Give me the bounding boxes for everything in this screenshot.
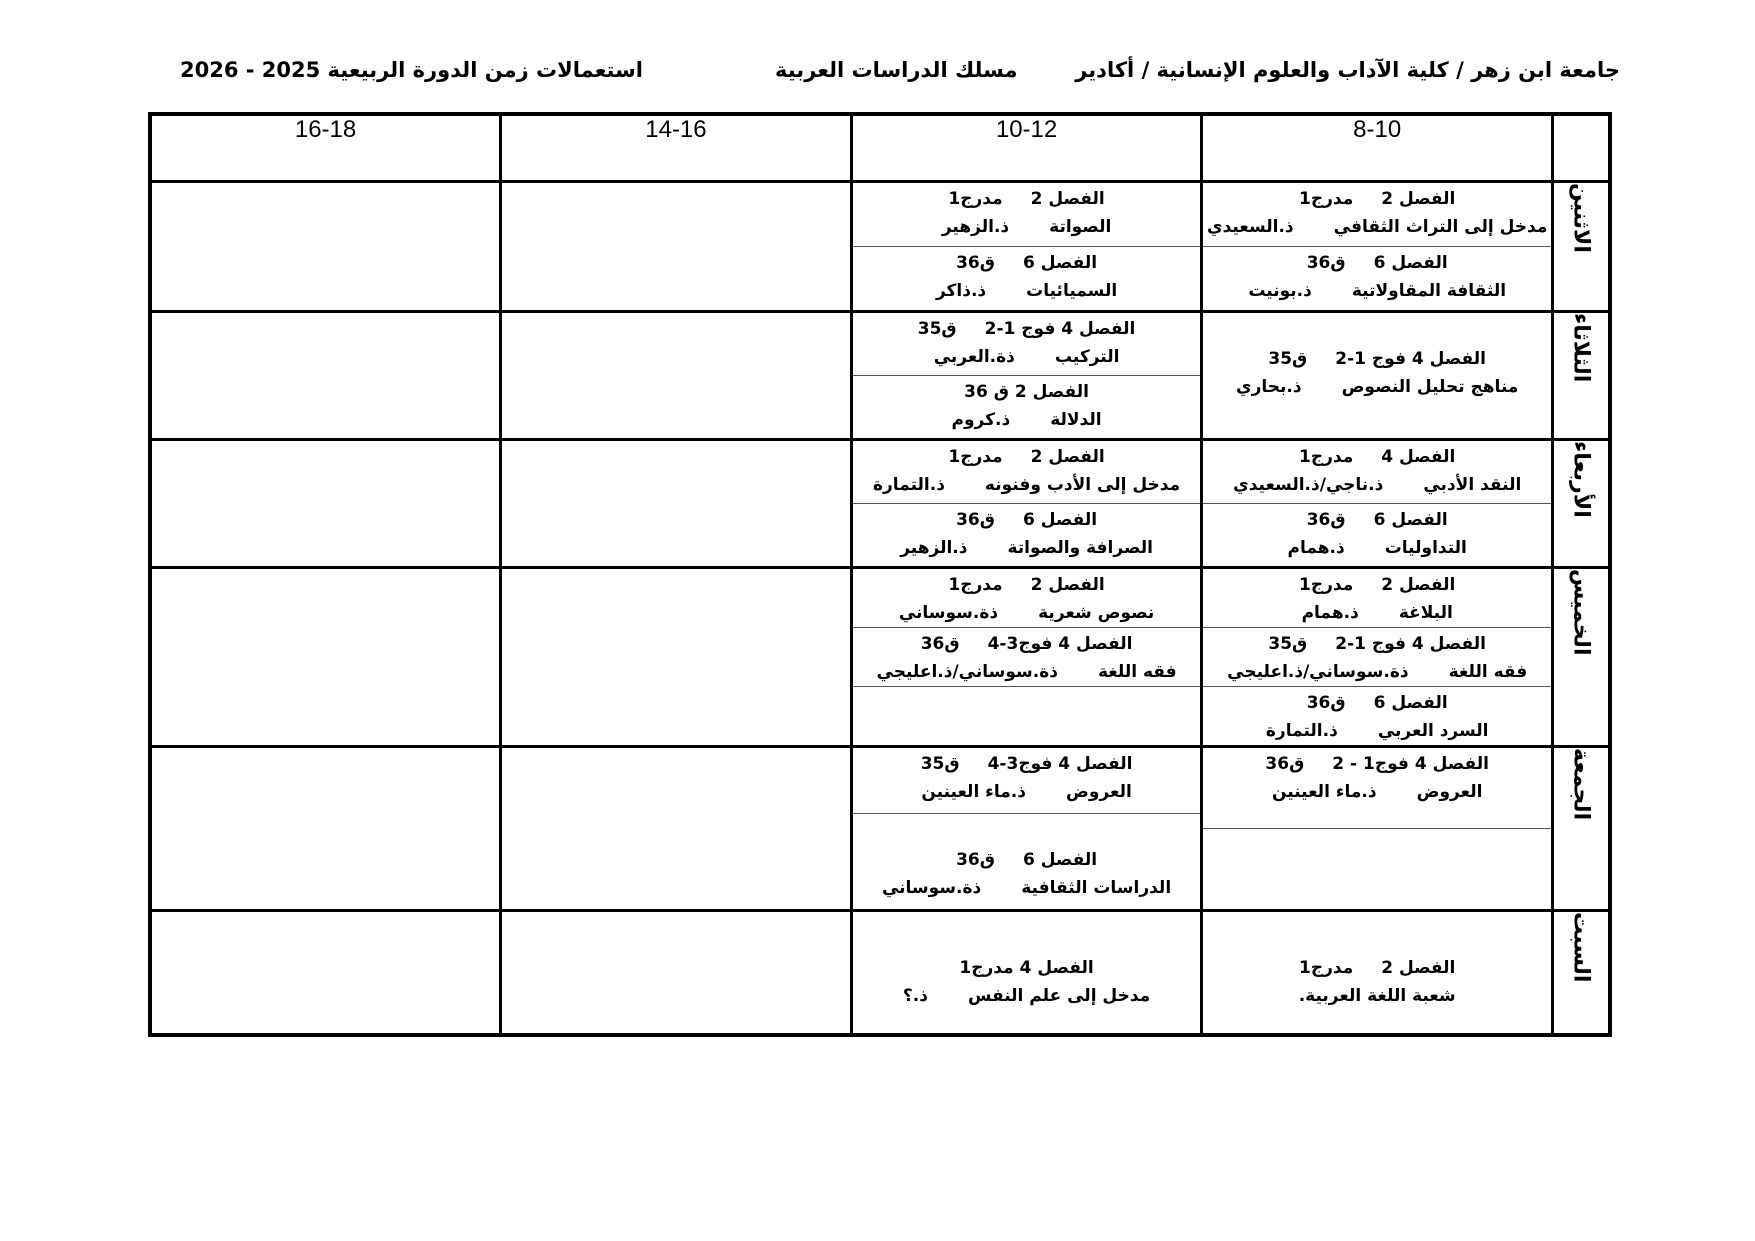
course-name: التركيب <box>1054 347 1120 367</box>
course-meta-item: الفصل 2 <box>1030 575 1105 595</box>
course-entry <box>853 247 1201 310</box>
course-info <box>1213 281 1541 301</box>
cell-entries <box>1203 441 1551 566</box>
course-meta-item: ق36 <box>1265 754 1305 774</box>
schedule-cell <box>1202 747 1553 911</box>
course-teacher: ذ.بونيت <box>1248 281 1312 301</box>
course-meta-item: الفصل 4 فوج 1-2 <box>1335 349 1487 369</box>
course-meta <box>1213 754 1541 774</box>
course-teacher: ذ.التمارة <box>872 475 945 495</box>
course-entry <box>853 748 1201 814</box>
course-teacher: ذ.همام <box>1287 538 1345 558</box>
course-meta <box>1213 575 1541 595</box>
course-entry <box>853 912 1201 1033</box>
course-teacher: ذ.ماء العينين <box>921 782 1026 802</box>
day-row <box>150 911 1610 1035</box>
course-info <box>1213 475 1541 495</box>
page-header <box>150 58 1620 94</box>
course-teacher: ذة.سوساني <box>881 878 982 898</box>
course-meta <box>863 447 1191 467</box>
course-teacher: ذ.ماء العينين <box>1271 782 1377 802</box>
course-meta-item: ق36 <box>1306 510 1346 530</box>
course-meta <box>863 510 1191 530</box>
course-meta-item: الفصل 6 <box>1373 253 1448 273</box>
course-entry <box>1203 504 1551 566</box>
course-meta <box>863 253 1191 273</box>
course-name: التداوليات <box>1384 538 1467 558</box>
course-meta <box>863 319 1191 339</box>
course-entry <box>853 814 1201 909</box>
day-label: الخميس <box>1568 569 1594 656</box>
department-title: مسلك الدراسات العربية <box>775 58 1018 82</box>
course-info <box>1213 538 1541 558</box>
course-info <box>1207 217 1548 237</box>
cell-entries <box>853 441 1201 566</box>
course-info <box>1213 377 1541 397</box>
course-meta <box>863 575 1191 595</box>
course-meta-item: الفصل 4 فوج1 - 2 <box>1332 754 1489 774</box>
schedule-cell <box>150 440 501 568</box>
course-meta-item: ق36 <box>956 253 995 273</box>
course-meta-item: ق36 <box>1306 253 1346 273</box>
day-cell <box>1553 440 1611 568</box>
course-name: العروض <box>1065 782 1132 802</box>
cell-entries <box>1203 183 1551 310</box>
course-name: الدراسات الثقافية <box>1021 878 1172 898</box>
day-row <box>150 747 1610 911</box>
course-info <box>863 281 1191 301</box>
course-meta-item: مدرج1 <box>1299 189 1354 209</box>
course-meta-item: الفصل 2 <box>1381 575 1456 595</box>
course-meta-item: الفصل 6 <box>1373 510 1448 530</box>
course-entry <box>1203 829 1551 909</box>
schedule-cell <box>150 911 501 1035</box>
course-name: مدخل إلى الأدب وفنونه <box>984 475 1181 495</box>
day-label: الأربعاء <box>1568 441 1594 518</box>
course-meta-item: الفصل 4 فوج3-4 <box>987 754 1133 774</box>
course-entry <box>1203 912 1551 1033</box>
course-teacher: ذة.العربي <box>933 347 1015 367</box>
course-info <box>863 662 1191 682</box>
course-entry <box>853 569 1201 628</box>
course-teacher: ذ.الزهير <box>941 217 1010 237</box>
slot-header: 10-12 <box>851 114 1202 182</box>
cell-entries <box>1203 313 1551 438</box>
course-name: مدخل إلى علم النفس <box>967 986 1151 1006</box>
course-meta <box>1213 189 1541 209</box>
course-meta <box>863 634 1191 654</box>
course-info <box>863 538 1191 558</box>
course-meta <box>863 754 1191 774</box>
course-info <box>863 782 1191 802</box>
course-entry <box>1203 183 1551 247</box>
course-info <box>1213 662 1541 682</box>
course-meta-item: الفصل 4 فوج 1-2 <box>1335 634 1487 654</box>
course-meta <box>863 382 1191 402</box>
course-info <box>1213 986 1541 1006</box>
course-meta-item: ق36 <box>956 510 995 530</box>
schedule-cell <box>501 182 852 312</box>
course-teacher: ذ.بحاري <box>1235 377 1302 397</box>
schedule-cell <box>851 568 1202 747</box>
schedule-cell <box>851 312 1202 440</box>
course-info <box>863 986 1191 1006</box>
course-meta <box>1213 693 1541 713</box>
course-meta-item: الفصل 6 <box>1022 253 1098 273</box>
course-name: الصواتة <box>1049 217 1112 237</box>
course-meta-item: مدرج1 <box>948 575 1003 595</box>
schedule-cell <box>1202 312 1553 440</box>
course-entry <box>1203 441 1551 504</box>
cell-entries <box>1203 569 1551 745</box>
course-info <box>863 603 1191 623</box>
course-entry <box>853 441 1201 504</box>
course-meta-item: ق36 <box>920 634 960 654</box>
day-label: الجمعة <box>1568 748 1594 821</box>
day-row <box>150 440 1610 568</box>
course-info <box>1213 603 1541 623</box>
course-name: الدلالة <box>1050 410 1102 430</box>
course-meta-item: الفصل 4 فوج3-4 <box>987 634 1133 654</box>
course-name: نصوص شعرية <box>1038 603 1155 623</box>
course-name: فقه اللغة <box>1448 662 1528 682</box>
course-teacher: ذ.ذاكر <box>935 281 987 301</box>
course-meta-item: ق35 <box>917 319 957 339</box>
course-entry <box>853 376 1201 438</box>
day-cell <box>1553 312 1611 440</box>
cell-entries <box>853 569 1201 745</box>
course-meta <box>863 189 1191 209</box>
course-entry <box>853 504 1201 566</box>
course-info <box>1213 782 1541 802</box>
timetable-header-row <box>150 114 1610 182</box>
course-teacher: ذ.كروم <box>951 410 1011 430</box>
schedule-cell <box>150 747 501 911</box>
schedule-cell <box>1202 911 1553 1035</box>
course-name: العروض <box>1416 782 1483 802</box>
course-name: مدخل إلى التراث الثقافي <box>1333 217 1548 237</box>
course-info <box>863 878 1191 898</box>
course-meta-item: ق36 <box>956 850 995 870</box>
course-teacher: ذة.سوساني <box>898 603 999 623</box>
schedule-title: استعمالات زمن الدورة الربيعية 2025 - 2026 <box>180 58 643 82</box>
course-name: السميائيات <box>1026 281 1118 301</box>
day-label: الاثنين <box>1568 183 1594 253</box>
course-meta-item: الفصل 2 ق 36 <box>964 382 1089 402</box>
schedule-cell <box>150 312 501 440</box>
course-name: النقد الأدبي <box>1423 475 1522 495</box>
course-teacher: ذة.سوساني/ذ.اعليجي <box>1227 662 1409 682</box>
course-meta <box>1213 447 1541 467</box>
course-meta-item: الفصل 4 مدرج1 <box>959 958 1094 978</box>
course-entry <box>1203 313 1551 438</box>
course-info <box>1213 721 1541 741</box>
schedule-cell <box>501 568 852 747</box>
course-meta <box>1213 510 1541 530</box>
course-teacher: ذ.همام <box>1301 603 1359 623</box>
slot-header: 8-10 <box>1202 114 1553 182</box>
course-name: السرد العربي <box>1377 721 1489 741</box>
course-entry <box>1203 247 1551 310</box>
schedule-cell <box>501 312 852 440</box>
schedule-cell <box>501 911 852 1035</box>
course-meta-item: مدرج1 <box>948 447 1003 467</box>
course-entry <box>1203 748 1551 829</box>
course-meta-item: ق36 <box>1306 693 1346 713</box>
timetable <box>148 112 1612 1037</box>
course-meta-item: الفصل 4 فوج 1-2 <box>984 319 1136 339</box>
course-info <box>863 217 1191 237</box>
course-meta-item: الفصل 2 <box>1030 189 1105 209</box>
timetable-body <box>150 182 1610 1035</box>
cell-entries <box>853 183 1201 310</box>
course-meta-item: مدرج1 <box>948 189 1003 209</box>
course-entry <box>1203 569 1551 628</box>
schedule-cell <box>851 182 1202 312</box>
course-name: مناهج تحليل النصوص <box>1341 377 1519 397</box>
course-entry <box>1203 687 1551 745</box>
schedule-cell <box>150 182 501 312</box>
course-entry <box>853 687 1201 745</box>
course-info <box>863 410 1191 430</box>
course-meta-item: ق35 <box>920 754 960 774</box>
day-label: الثلاثاء <box>1568 313 1594 383</box>
schedule-cell <box>501 440 852 568</box>
day-cell <box>1553 747 1611 911</box>
day-label: السبت <box>1568 912 1594 983</box>
university-title: جامعة ابن زهر / كلية الآداب والعلوم الإنسانية / أكادير <box>1075 58 1620 82</box>
schedule-cell <box>851 440 1202 568</box>
course-teacher: ذ.؟ <box>902 986 928 1006</box>
day-row <box>150 182 1610 312</box>
course-teacher: ذ.الزهير <box>900 538 968 558</box>
course-meta <box>863 958 1191 978</box>
course-info <box>863 475 1191 495</box>
schedule-cell <box>851 747 1202 911</box>
schedule-cell <box>501 747 852 911</box>
course-entry <box>853 183 1201 247</box>
cell-entries <box>853 313 1201 438</box>
course-name: فقه اللغة <box>1097 662 1177 682</box>
course-meta-item: الفصل 6 <box>1022 510 1098 530</box>
course-meta-item: الفصل 2 <box>1381 958 1456 978</box>
cell-entries <box>1203 912 1551 1033</box>
schedule-cell <box>851 911 1202 1035</box>
course-meta-item: الفصل 6 <box>1022 850 1098 870</box>
course-teacher: ذ.التمارة <box>1265 721 1338 741</box>
slot-header: 14-16 <box>501 114 852 182</box>
course-meta <box>863 850 1191 870</box>
course-entry <box>1203 628 1551 687</box>
schedule-cell <box>1202 182 1553 312</box>
course-meta-item: مدرج1 <box>1299 958 1354 978</box>
course-entry <box>853 628 1201 687</box>
cell-entries <box>853 748 1201 909</box>
course-meta <box>1213 634 1541 654</box>
course-entry <box>853 313 1201 376</box>
schedule-cell <box>150 568 501 747</box>
corner-cell <box>1553 114 1611 182</box>
course-name: الثقافة المقاولاتية <box>1351 281 1507 301</box>
course-meta <box>1213 958 1541 978</box>
schedule-cell <box>1202 568 1553 747</box>
day-row <box>150 312 1610 440</box>
course-meta <box>1213 253 1541 273</box>
course-meta-item: مدرج1 <box>1299 447 1354 467</box>
course-teacher: ذة.سوساني/ذ.اعليجي <box>876 662 1058 682</box>
cell-entries <box>1203 748 1551 909</box>
day-cell <box>1553 182 1611 312</box>
course-name: البلاغة <box>1398 603 1453 623</box>
course-meta-item: الفصل 2 <box>1030 447 1105 467</box>
course-name: شعبة اللغة العربية. <box>1298 986 1456 1006</box>
day-cell <box>1553 911 1611 1035</box>
schedule-cell <box>1202 440 1553 568</box>
course-meta-item: ق35 <box>1268 634 1308 654</box>
course-meta-item: الفصل 6 <box>1373 693 1448 713</box>
course-teacher: ذ.ناجي/ذ.السعيدي <box>1233 475 1384 495</box>
course-name: الصرافة والصواتة <box>1007 538 1153 558</box>
course-meta-item: الفصل 2 <box>1381 189 1456 209</box>
course-teacher: ذ.السعيدي <box>1207 217 1294 237</box>
course-meta-item: مدرج1 <box>1299 575 1354 595</box>
course-info <box>863 347 1191 367</box>
course-meta-item: ق35 <box>1268 349 1308 369</box>
slot-header: 16-18 <box>150 114 501 182</box>
day-cell <box>1553 568 1611 747</box>
course-meta <box>1213 349 1541 369</box>
course-meta-item: الفصل 4 <box>1381 447 1456 467</box>
day-row <box>150 568 1610 747</box>
cell-entries <box>853 912 1201 1033</box>
